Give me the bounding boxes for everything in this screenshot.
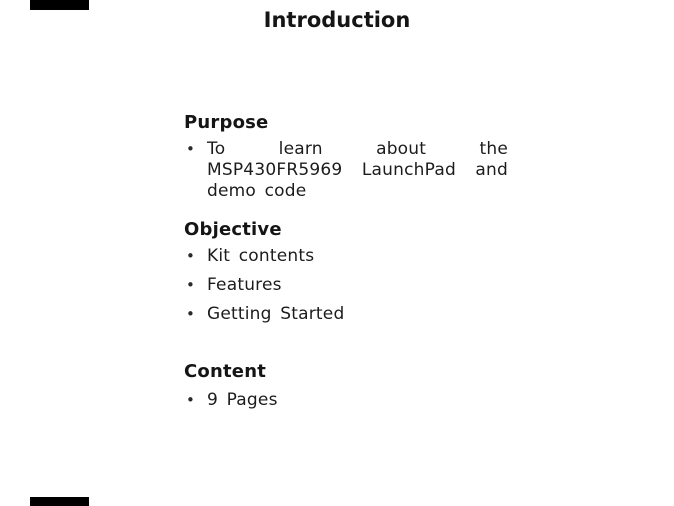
bullet-dot-icon: • xyxy=(186,305,195,323)
slide-title: Introduction xyxy=(263,8,411,32)
bullet-item xyxy=(186,139,508,202)
bullet-item xyxy=(186,275,282,296)
section-heading-content: Content xyxy=(184,361,267,382)
bottom-left-edge-bar xyxy=(30,497,89,506)
bullet-dot-icon: • xyxy=(186,140,195,158)
bullet-text: 9 Pages xyxy=(207,390,278,410)
section-heading-purpose: Purpose xyxy=(184,112,269,133)
bullet-item xyxy=(186,390,278,411)
bullet-dot-icon: • xyxy=(186,391,195,409)
bullet-dot-icon: • xyxy=(186,247,195,265)
bullet-text: Getting Started xyxy=(207,304,345,324)
section-heading-objective: Objective xyxy=(184,219,282,240)
bullet-text: To learn about the MSP430FR5969 LaunchPad and demo code xyxy=(207,139,508,201)
bullet-item xyxy=(186,304,344,325)
bullet-text: Kit contents xyxy=(207,246,315,266)
bullet-item xyxy=(186,246,314,267)
bullet-text: Features xyxy=(207,275,282,295)
bullet-dot-icon: • xyxy=(186,276,195,294)
